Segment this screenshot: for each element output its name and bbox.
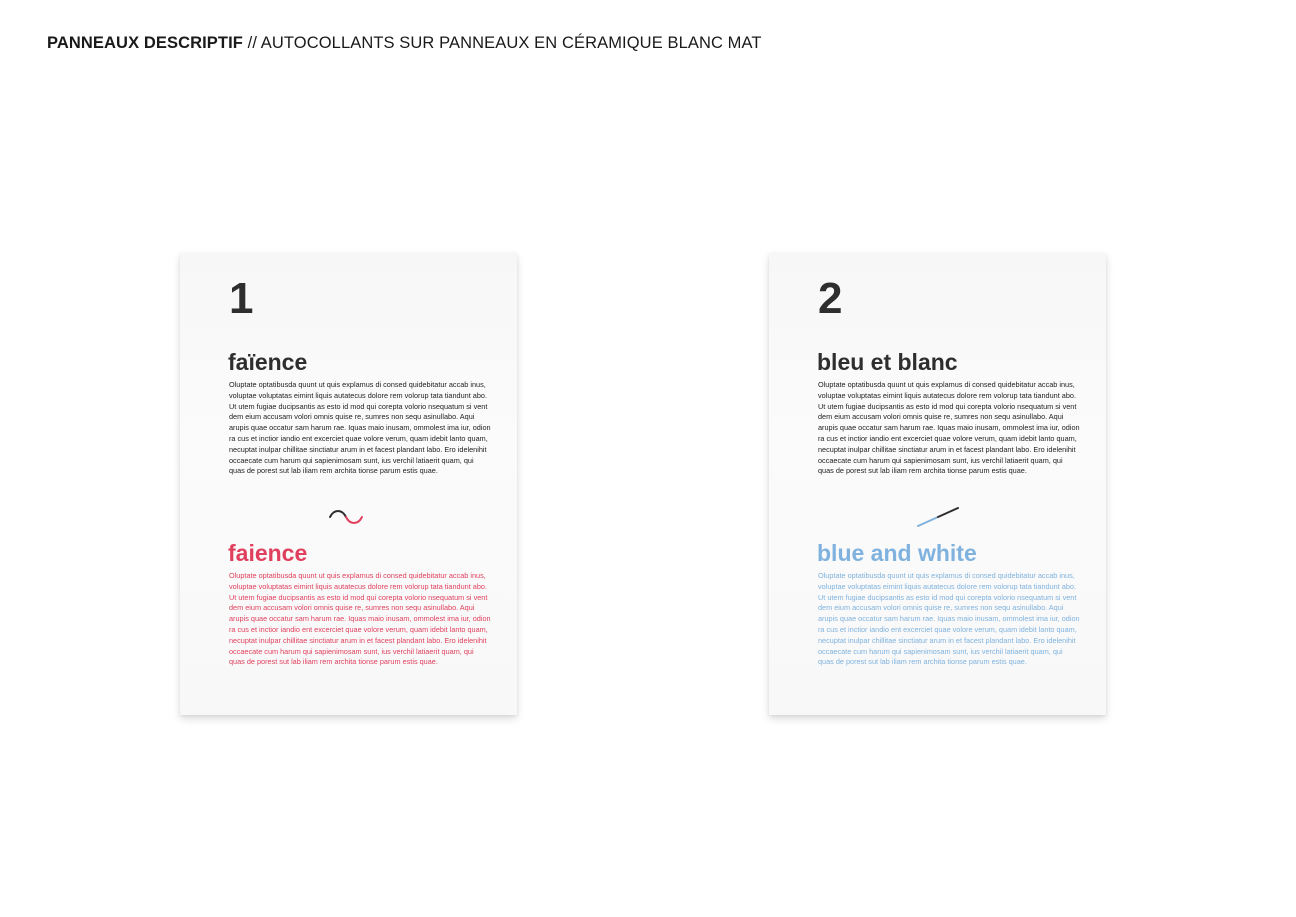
slash-icon — [917, 503, 959, 531]
panel-title: bleu et blanc — [817, 349, 958, 375]
wave-icon — [328, 503, 370, 531]
panel-number: 1 — [229, 274, 254, 323]
panel-body-translation: Oluptate optatibusda quunt ut quis explamus di consed quidebitatur accab inus, voluptae voluptatas eimint liquis autatecus dolore rem volorup tata tiandunt abo. Ut utem fugiae ducipsantis as esto id mod qui corepta volorio nsequatum si vent dem eium accusam volori omnis quise re, sumres non sequ asinullabo. Aqui arupis quae occatur sam harum rae. Iquas maio inusam, ommolest ima iur, odion ra cus et inctior iandio ent excerciet quae volore verum, quam idebit lanto quam, necuptat inulpar chillitae sinctiatur arum in et facest plandant labo. Ero idelenihit occaecate cum harum qui sapienimosam sunt, ius verchil latiaerit quam, qui quas de porest sut lab iliam rem archita tionse parum estis quae. — [818, 571, 1080, 667]
panel-title-translation: faience — [228, 540, 308, 566]
panel-body-translation: Oluptate optatibusda quunt ut quis explamus di consed quidebitatur accab inus, voluptae voluptatas eimint liquis autatecus dolore rem volorup tata tiandunt abo. Ut utem fugiae ducipsantis as esto id mod qui corepta volorio nsequatum si vent dem eium accusam volori omnis quise re, sumres non sequ asinullabo. Aqui arupis quae occatur sam harum rae. Iquas maio inusam, ommolest ima iur, odion ra cus et inctior iandio ent excerciet quae volore verum, quam idebit lanto quam, necuptat inulpar chillitae sinctiatur arum in et facest plandant labo. Ero idelenihit occaecate cum harum qui sapienimosam sunt, ius verchil latiaerit quam, qui quas de porest sut lab iliam rem archita tionse parum estis quae. — [229, 571, 491, 667]
header-bold: PANNEAUX DESCRIPTIF — [47, 34, 243, 52]
panel-number: 2 — [818, 274, 843, 323]
panel-title-translation: blue and white — [817, 540, 977, 566]
panel-faience — [180, 253, 517, 715]
panel-bleu-et-blanc — [769, 253, 1106, 715]
header-rest: // AUTOCOLLANTS SUR PANNEAUX EN CÉRAMIQUE BLANC MAT — [242, 34, 762, 52]
panel-body: Oluptate optatibusda quunt ut quis explamus di consed quidebitatur accab inus, voluptae voluptatas eimint liquis autatecus dolore rem volorup tata tiandunt abo. Ut utem fugiae ducipsantis as esto id mod qui corepta volorio nsequatum si vent dem eium accusam volori omnis quise re, sumres non sequ asinullabo. Aqui arupis quae occatur sam harum rae. Iquas maio inusam, ommolest ima iur, odion ra cus et inctior iandio ent excerciet quae volore verum, quam idebit lanto quam, necuptat inulpar chillitae sinctiatur arum in et facest plandant labo. Ero idelenihit occaecate cum harum qui sapienimosam sunt, ius verchil latiaerit quam, qui quas de porest sut lab iliam rem archita tionse parum estis quae. — [818, 380, 1080, 476]
panel-title: faïence — [228, 349, 308, 375]
page-header — [47, 34, 762, 53]
panel-body: Oluptate optatibusda quunt ut quis explamus di consed quidebitatur accab inus, voluptae voluptatas eimint liquis autatecus dolore rem volorup tata tiandunt abo. Ut utem fugiae ducipsantis as esto id mod qui corepta volorio nsequatum si vent dem eium accusam volori omnis quise re, sumres non sequ asinullabo. Aqui arupis quae occatur sam harum rae. Iquas maio inusam, ommolest ima iur, odion ra cus et inctior iandio ent excerciet quae volore verum, quam idebit lanto quam, necuptat inulpar chillitae sinctiatur arum in et facest plandant labo. Ero idelenihit occaecate cum harum qui sapienimosam sunt, ius verchil latiaerit quam, qui quas de porest sut lab iliam rem archita tionse parum estis quae. — [229, 380, 491, 476]
